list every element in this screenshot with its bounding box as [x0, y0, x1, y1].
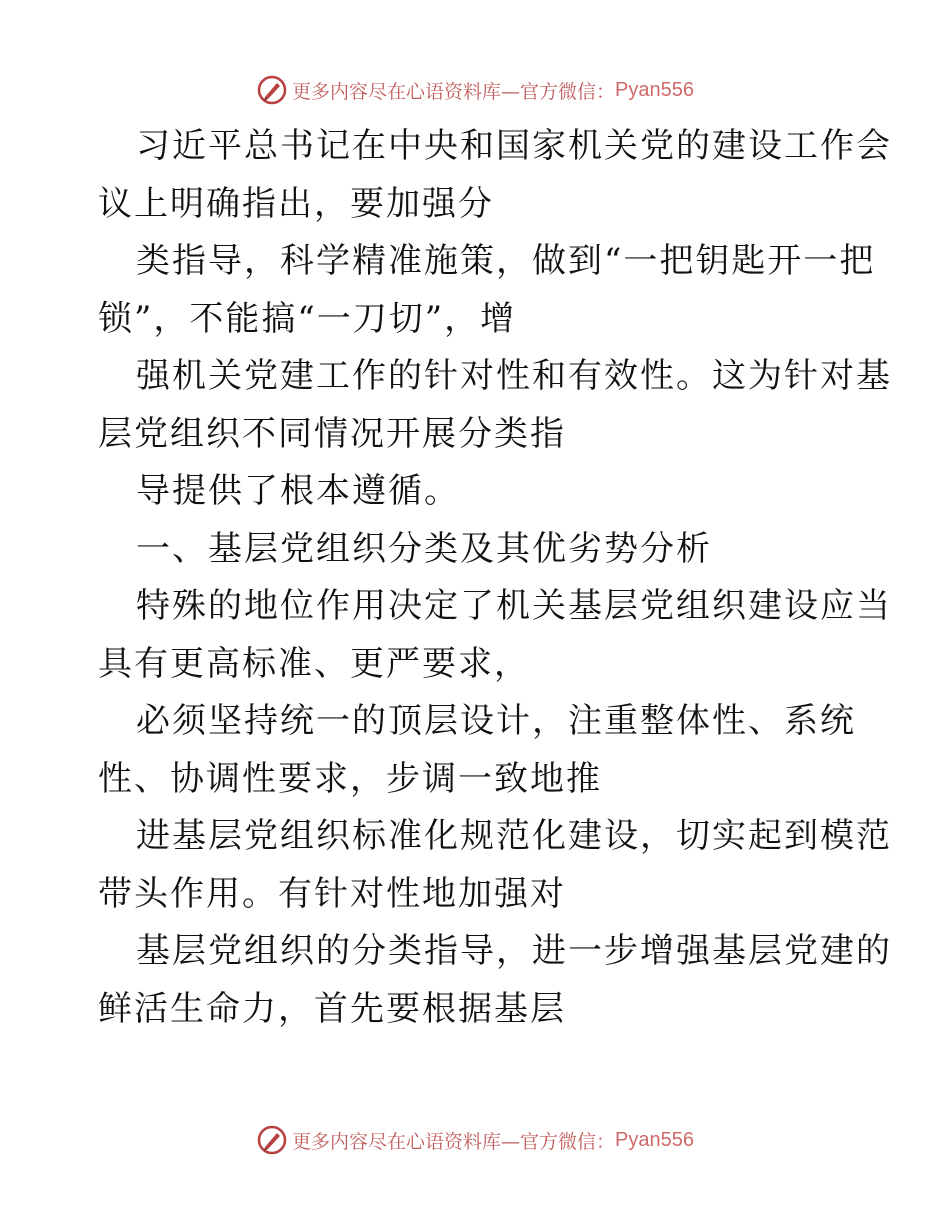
watermark-text: 更多内容尽在心语资料库—官方微信：: [292, 80, 616, 103]
section-heading: 一、基层党组织分类及其优劣势分析: [136, 528, 712, 569]
watermark-text: 更多内容尽在心语资料库—官方微信：: [292, 1130, 616, 1153]
header-watermark: [0, 70, 950, 110]
text-line: 鲜活生命力，首先要根据基层: [98, 988, 566, 1029]
text-line: 必须坚持统一的顶层设计，注重整体性、系统: [136, 701, 856, 741]
pen-logo-icon: [256, 1124, 288, 1156]
text-line: 导提供了根本遵循。: [136, 471, 460, 511]
footer-watermark: [0, 1120, 950, 1160]
text-line: 锁”，不能搞“一刀切”，增: [98, 298, 517, 339]
text-line: 性、协调性要求，步调一致地推: [98, 758, 602, 799]
text-line: 层党组织不同情况开展分类指: [98, 413, 566, 454]
text-line: 特殊的地位作用决定了机关基层党组织建设应当: [136, 586, 892, 626]
text-line: 进基层党组织标准化规范化建设，切实起到模范: [136, 816, 892, 856]
watermark-wechat-id: Pyan556: [615, 1128, 694, 1151]
pen-logo-icon: [256, 74, 288, 106]
document-body: [98, 118, 892, 1038]
text-line: 具有更高标准、更严要求，: [98, 643, 530, 684]
text-line: 强机关党建工作的针对性和有效性。这为针对基: [136, 356, 892, 396]
text-line: 带头作用。有针对性地加强对: [98, 873, 566, 914]
watermark-wechat-id: Pyan556: [615, 78, 694, 101]
text-line: 类指导，科学精准施策，做到“一把钥匙开一把: [136, 241, 876, 281]
text-line: 基层党组织的分类指导，进一步增强基层党建的: [136, 931, 892, 971]
text-line: 议上明确指出，要加强分: [98, 183, 494, 224]
text-line: 习近平总书记在中央和国家机关党的建设工作会: [136, 126, 892, 166]
